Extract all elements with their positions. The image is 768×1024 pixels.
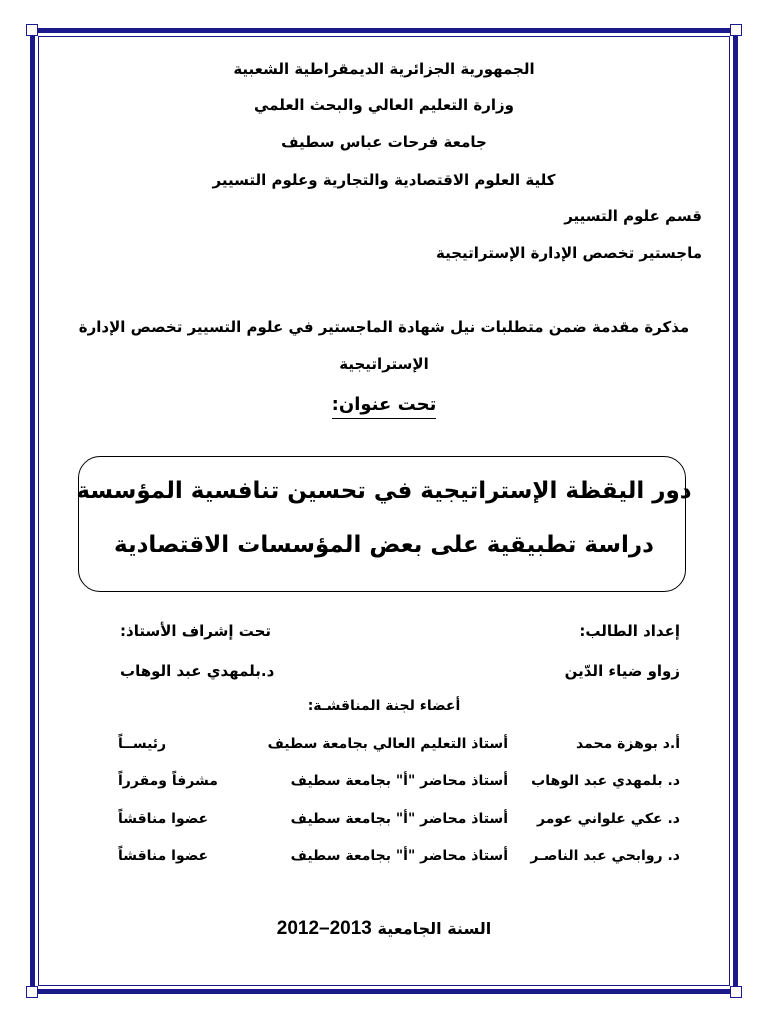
member-name: د. روابحي عبد الناصـر bbox=[530, 848, 680, 864]
student-name: زواو ضياء الدّين bbox=[564, 662, 680, 680]
member-position: أستاذ محاضر "أ" بجامعة سطيف bbox=[290, 773, 508, 789]
specialty-name: ماجستير تخصص الإدارة الإستراتيجية bbox=[435, 244, 702, 262]
member-role: عضوا مناقشاً bbox=[118, 848, 209, 864]
member-name: د. بلمهدي عبد الوهاب bbox=[531, 773, 680, 789]
member-position: أستاذ محاضر "أ" بجامعة سطيف bbox=[290, 848, 508, 864]
department-name: قسم علوم التسيير bbox=[564, 207, 702, 225]
ministry-name: وزارة التعليم العالي والبحث العلمي bbox=[253, 96, 515, 114]
university-name: جامعة فرحات عباس سطيف bbox=[281, 133, 487, 151]
student-label: إعداد الطالب: bbox=[579, 622, 680, 640]
member-role: رئيســاً bbox=[118, 736, 167, 752]
member-name: د. عكي علواني عومر bbox=[537, 811, 680, 827]
supervisor-name: د.بلمهدي عبد الوهاب bbox=[120, 662, 275, 680]
faculty-name: كلية العلوم الاقتصادية والتجارية وعلوم التسيير bbox=[212, 171, 556, 189]
member-position: أستاذ التعليم العالي بجامعة سطيف bbox=[267, 736, 508, 752]
republic-name: الجمهورية الجزائرية الديمقراطية الشعبية bbox=[233, 60, 535, 78]
member-position: أستاذ محاضر "أ" بجامعة سطيف bbox=[290, 811, 508, 827]
thesis-title-line-2: دراسة تطبيقية على بعض المؤسسات الاقتصادية bbox=[114, 532, 654, 558]
member-name: أ.د بوهزة محمد bbox=[576, 736, 680, 752]
committee-heading: أعضاء لجنة المناقشـة: bbox=[307, 698, 461, 714]
academic-year bbox=[0, 918, 768, 940]
member-role: مشرفاً ومقرراً bbox=[118, 773, 218, 789]
memo-line-1: مذكرة مقدمة ضمن متطلبات نيل شهادة الماجستير في علوم التسيير تخصص الإدارة bbox=[78, 318, 690, 336]
thesis-title-line-1: دور اليقظة الإستراتيجية في تحسين تنافسية المؤسسة bbox=[76, 478, 692, 504]
academic-year-label: السنة الجامعية bbox=[377, 919, 492, 938]
under-title-text: تحت عنوان: bbox=[332, 394, 437, 419]
memo-line-2: الإستراتيجية bbox=[339, 355, 429, 373]
member-role: عضوا مناقشاً bbox=[118, 811, 209, 827]
under-title-label bbox=[0, 394, 768, 415]
supervisor-label: تحت إشراف الأستاذ: bbox=[120, 622, 272, 640]
academic-year-value: 2012–2013 bbox=[276, 918, 372, 939]
thesis-title-box bbox=[78, 456, 686, 592]
